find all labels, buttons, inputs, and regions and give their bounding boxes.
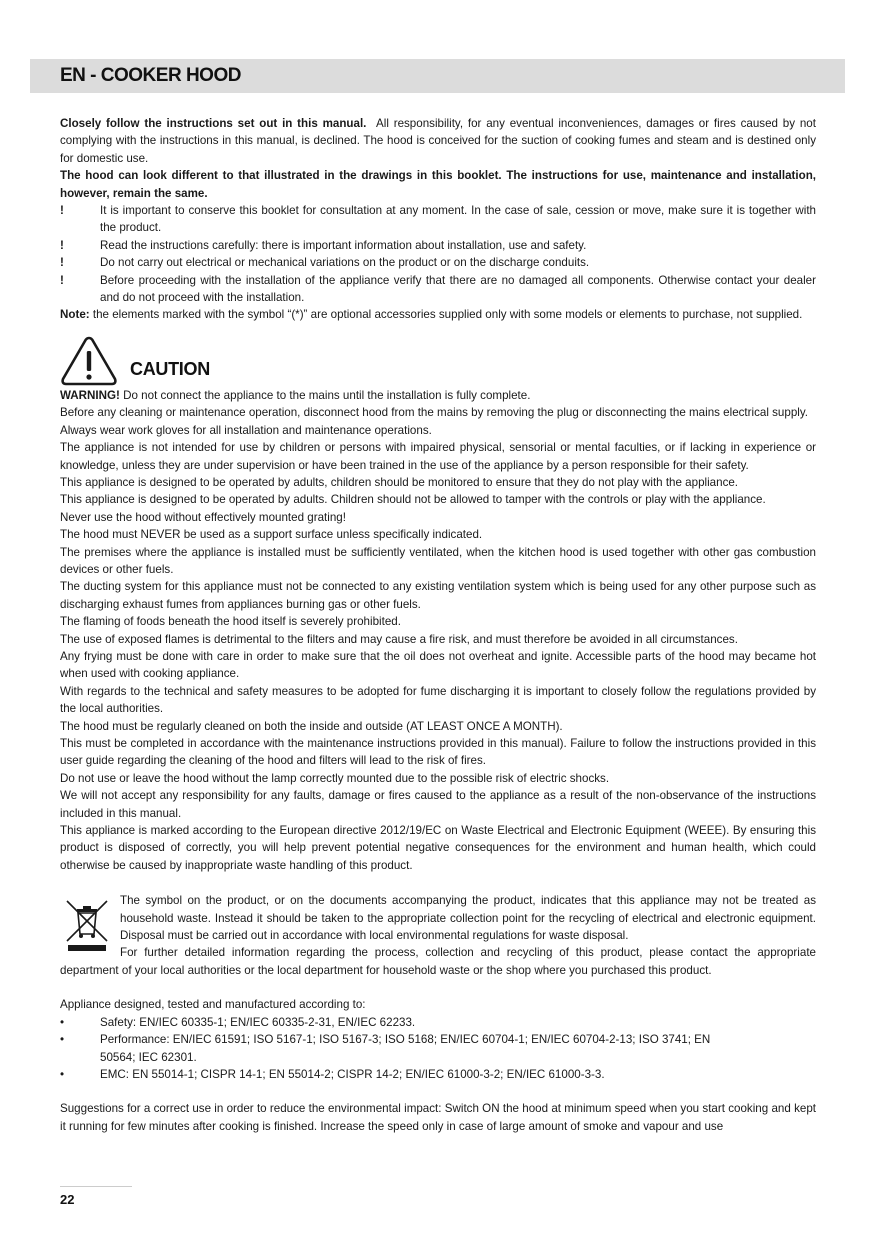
caution-paragraph: Do not use or leave the hood without the lamp correctly mounted due to the possible risk of electric shocks.: [60, 771, 610, 785]
caution-paragraph: Always wear work gloves for all installation and maintenance operations.: [60, 423, 432, 437]
caution-paragraph: Before any cleaning or maintenance operation, disconnect hood from the mains by removing the plug or disconnecting the mains electrical supply.: [60, 406, 809, 420]
exclamation-mark: !: [60, 238, 64, 252]
caution-paragraph: We will not accept any responsibility for any faults, damage or fires caused to the appliance as a result of the non-observance of the instructions included in this manual.: [60, 789, 816, 820]
caution-paragraph: This appliance is marked according to the European directive 2012/19/EC on Waste Electrical and Electronic Equipment (WEEE). By ensuring this product is disposed of correctly, you will help prevent potential negative consequences for the environment and human health, which could otherwise be caused by inappropriate waste handling of this product.: [60, 824, 816, 872]
drawing-notice: The hood can look different to that illustrated in the drawings in this booklet. The instructions for use, maintenance and installation, however, remain the same.: [60, 169, 816, 200]
caution-paragraph: Any frying must be done with care in order to make sure that the oil does not overheat and ignite. Accessible parts of the hood may became hot when used with cooking appliance.: [60, 649, 816, 681]
standard-text: Performance: EN/IEC 61591; ISO 5167-1; ISO 5167-3; ISO 5168; EN/IEC 60704-1; EN/IEC 60704-2-13; ISO 3741; EN 50564; IEC 62301.: [100, 1033, 711, 1064]
caution-title: CAUTION: [130, 358, 210, 379]
warning-item: [60, 254, 816, 271]
note-paragraph: [60, 306, 816, 323]
warning-list: [60, 202, 816, 306]
caution-paragraph: The hood must be regularly cleaned on both the inside and outside (AT LEAST ONCE A MONTH).: [60, 719, 563, 733]
list-item: [60, 1031, 816, 1066]
note-label: Note:: [60, 308, 90, 322]
spacer: [60, 979, 816, 996]
weee-section: [60, 892, 816, 979]
caution-paragraph: The use of exposed flames is detrimental to the filters and may cause a fire risk, and must therefore be avoided in all circumstances.: [60, 632, 738, 646]
caution-paragraph: The hood must NEVER be used as a support surface unless specifically indicated.: [60, 528, 483, 542]
exclamation-mark: !: [60, 256, 64, 270]
warning-text: Read the instructions carefully: there is important information about installation, use and safety.: [100, 238, 587, 252]
warning-triangle-icon: [60, 335, 118, 387]
section-title: EN - COOKER HOOD: [60, 65, 241, 86]
warning-text: Do not connect the appliance to the mains until the installation is fully complete.: [123, 388, 531, 402]
list-item: [60, 1066, 816, 1083]
footer-divider: [60, 1186, 132, 1187]
standard-text: Safety: EN/IEC 60335-1; EN/IEC 60335-2-31, EN/IEC 62233.: [100, 1015, 416, 1029]
caution-paragraph: This must be completed in accordance with the maintenance instructions provided in this manual). Failure to follow the instructions provided in this user guide regarding the cleaning of the hood and filters will lead to the risk of fires.: [60, 737, 816, 768]
caution-paragraph: The ducting system for this appliance must not be connected to any existing ventilation system which is being used for any other purpose such as discharging exhaust fumes from appliances burning gas or other fuels.: [60, 580, 816, 611]
standards-list: [60, 1014, 816, 1084]
caution-paragraph: This appliance is designed to be operated by adults, children should be monitored to ensure that they do not play with the appliance.: [60, 475, 739, 489]
intro-lead: Closely follow the instructions set out in this manual.: [60, 117, 367, 130]
warning-text: Do not carry out electrical or mechanical variations on the product or on the discharge conduits.: [100, 256, 590, 270]
bullet: •: [60, 1033, 65, 1047]
bullet: •: [60, 1067, 65, 1081]
warning-text: It is important to conserve this booklet for consultation at any moment. In the case of sale, cession or move, make sure it is together with the product.: [100, 204, 816, 235]
intro-paragraph: [60, 115, 816, 167]
caution-warning: [60, 387, 816, 404]
warning-item: [60, 202, 816, 237]
intro-text: All responsibility, for any eventual inconveniences, damages or fires caused by not complying with the instructions in this manual, is declined. The hood is conceived for the suction of cooking fumes and steam and is destined only for domestic use.: [60, 117, 816, 165]
caution-heading: [60, 335, 816, 387]
exclamation-mark: !: [60, 273, 64, 287]
caution-paragraph: With regards to the technical and safety measures to be adopted for fume discharging it is important to closely follow the regulations provided by the local authorities.: [60, 684, 816, 716]
caution-paragraph: Never use the hood without effectively mounted grating!: [60, 510, 346, 524]
standard-text: EMC: EN 55014-1; CISPR 14-1; EN 55014-2; CISPR 14-2; EN/IEC 61000-3-2; EN/IEC 61000-3-3.: [100, 1067, 605, 1081]
caution-paragraph: This appliance is designed to be operated by adults. Children should not be allowed to tamper with the controls or play with the appliance.: [60, 493, 766, 507]
crossed-bin-icon: [64, 898, 110, 952]
caution-paragraph: The appliance is not intended for use by children or persons with impaired physical, sensorial or mental faculties, or if lacking in experience or knowledge, unless they are under supervision or have been trained in the use of the appliance by a person responsible for their safety.: [60, 441, 816, 472]
section-header: [30, 59, 845, 93]
weee-paragraph: The symbol on the product, or on the documents accompanying the product, indicates that this appliance may not be treated as household waste. Instead it should be taken to the appropriate collection point for the recycling of electrical and electronic equipment. Disposal must be carried out in accordance with local environmental regulations for waste disposal.: [120, 894, 816, 943]
bullet: •: [60, 1015, 65, 1029]
warning-item: [60, 272, 816, 307]
warning-text: Before proceeding with the installation of the appliance verify that there are no damaged all components. Otherwise contact your dealer and do not proceed with the installation.: [100, 273, 816, 305]
suggestions-paragraph: Suggestions for a correct use in order to reduce the environmental impact: Switch ON the hood at minimum speed when you start cooking and kept it running for few minutes after cooking is finished. Increase the speed only in case of large amount of smoke and vapour and use: [60, 1102, 816, 1133]
spacer: [60, 1083, 816, 1100]
page-number: 22: [60, 1192, 75, 1207]
warning-label: WARNING!: [60, 388, 120, 402]
note-text: the elements marked with the symbol “(*)” are optional accessories supplied only with some models or elements to purchase, not supplied.: [92, 308, 803, 322]
weee-contact-paragraph: For further detailed information regarding the process, collection and recycling of this product, please contact the appropriate department of your local authorities or the local department for household waste or the shop where you purchased this product.: [60, 946, 816, 977]
document-body: [60, 115, 816, 1135]
warning-item: [60, 237, 816, 254]
standards-intro: Appliance designed, tested and manufactured according to:: [60, 998, 366, 1012]
caution-paragraph: The premises where the appliance is installed must be sufficiently ventilated, when the kitchen hood is used together with other gas combustion devices or other fuels.: [60, 545, 816, 576]
caution-paragraph: The flaming of foods beneath the hood itself is severely prohibited.: [60, 615, 401, 629]
list-item: [60, 1014, 816, 1031]
exclamation-mark: !: [60, 204, 64, 218]
